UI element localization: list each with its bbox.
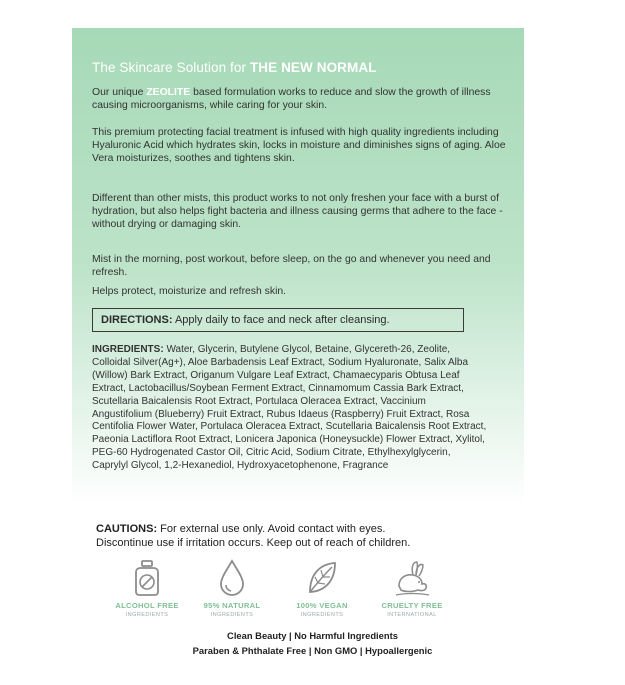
cautions-line1: For external use only. Avoid contact with eyes. (157, 523, 386, 535)
paragraph-intro (92, 86, 512, 112)
badge-label: CRUELTY FREE (381, 601, 443, 610)
cautions-line2: Discontinue use if irritation occurs. Keep out of reach of children. (96, 537, 411, 549)
badge-label: 100% VEGAN (296, 601, 348, 610)
badge-sublabel: INGREDIENTS (300, 612, 344, 618)
intro-text-before: Our unique (92, 87, 147, 98)
directions-label: DIRECTIONS: (101, 314, 173, 326)
ingredients-label: INGREDIENTS: (92, 344, 164, 355)
zeolite-brand: ZEOLITE (146, 87, 191, 98)
no-alcohol-bottle-icon (129, 558, 165, 598)
intro-text-after: based formulation works to reduce and slow the growth of illness causing microorganisms, while caring for your skin. (92, 87, 491, 112)
directions-text: Apply daily to face and neck after cleansing. (172, 314, 390, 326)
headline-emphasis: THE NEW NORMAL (249, 60, 377, 75)
directions-box (92, 308, 464, 332)
cautions-block (96, 522, 410, 550)
badge-sublabel: INGREDIENTS (210, 612, 254, 618)
product-info-panel (72, 28, 524, 506)
headline (92, 60, 377, 75)
badge-vegan (277, 558, 367, 618)
footer-line-1: Clean Beauty | No Harmful Ingredients (227, 630, 398, 641)
badge-alcohol-free (102, 558, 192, 618)
ingredients-list (92, 344, 487, 473)
paragraph-summary: Helps protect, moisturize and refresh skin. (92, 286, 287, 297)
cautions-label: CAUTIONS: (96, 523, 158, 535)
leaf-icon (304, 558, 340, 598)
badge-label: 95% NATURAL (203, 601, 261, 610)
badge-cruelty-free (367, 558, 457, 618)
badge-label: ALCOHOL FREE (115, 601, 179, 610)
paragraph-mist: Different than other mists, this product works to not only freshen your face with a burst of hydration, but also helps fight bacteria and illness causing germs that adhere to the face - without drying or damaging skin. (92, 193, 503, 231)
water-drop-icon (214, 558, 250, 598)
rabbit-icon (391, 558, 433, 598)
badge-natural (187, 558, 277, 618)
ingredients-text: Water, Glycerin, Butylene Glycol, Betaine, Glycereth-26, Zeolite, Colloidal Silver(Ag+), Aloe Barbadensis Leaf Extract, Sodium Hyaluronate, Salix Alba (Willow) Bark Extract, Origanum Vulgare Leaf Extract, Chamaecyparis Obtusa Leaf Extract, Lactobacillus/Soybean Ferment Extract, Cinnamomum Cassia Bark Extract, Scutellaria Baicalensis Root Extract, Portulaca Oleracea Extract, Vaccinium Angustifolium (Blueberry) Fruit Extract, Rubus Idaeus (Raspberry) Fruit Extract, Rosa Centifolia Flower Water, Portulaca Oleracea Extract, Scutellaria Baicalensis Root Extract, Paeonia Lactiflora Root Extract, Lonicera Japonica (Honeysuckle) Flower Extract, Xylitol, PEG-60 Hydrogenated Castor Oil, Citric Acid, Sodium Citrate, Ethylhexylglycerin, Caprylyl Glycol, 1,2-Hexanediol, Hydroxyacetophenone, Fragrance (92, 344, 487, 472)
badge-sublabel: INGREDIENTS (125, 612, 169, 618)
paragraph-usage: Mist in the morning, post workout, before sleep, on the go and whenever you need and refresh. (92, 254, 491, 279)
paragraph-benefits: This premium protecting facial treatment is infused with high quality ingredients including Hyaluronic Acid which hydrates skin, locks in moisture and diminishes signs of aging. Aloe Vera moisturizes, soothes and tightens skin. (92, 127, 506, 165)
badge-sublabel: INTERNATIONAL (387, 612, 437, 618)
footer-line-2: Paraben & Phthalate Free | Non GMO | Hypoallergenic (192, 645, 433, 656)
headline-prefix: The Skincare Solution for (92, 60, 250, 75)
